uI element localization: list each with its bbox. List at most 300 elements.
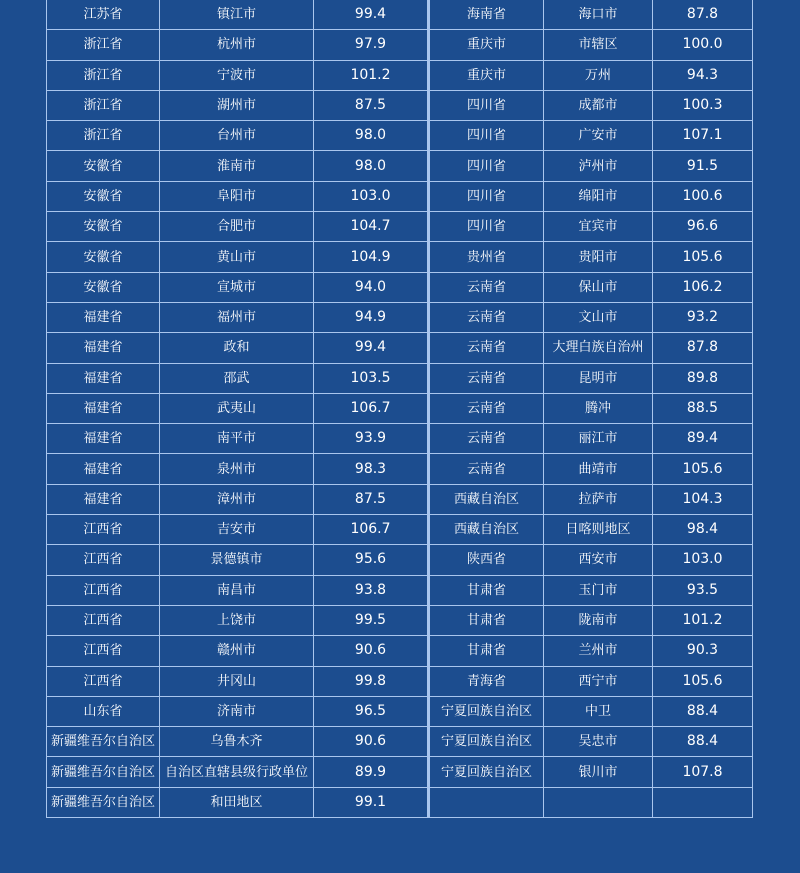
city-cell-text: 南昌市 <box>216 582 256 598</box>
value-cell-text: 103.5 <box>350 369 391 386</box>
value-cell <box>653 393 753 423</box>
table-row <box>47 696 753 726</box>
city-cell-text: 上饶市 <box>216 613 256 629</box>
city-cell <box>544 242 653 272</box>
table-row <box>47 636 753 666</box>
value-cell-text: 99.8 <box>354 672 387 689</box>
table-row <box>47 515 753 545</box>
city-cell-text: 成都市 <box>578 98 618 114</box>
city-cell-text: 兰州市 <box>578 643 618 659</box>
value-cell <box>653 424 753 454</box>
table-row <box>47 333 753 363</box>
city-cell-text: 武夷山 <box>216 401 256 416</box>
province-cell <box>47 0 160 30</box>
city-cell-text: 黄山市 <box>216 249 256 265</box>
table-row <box>47 393 753 423</box>
value-cell-text: 99.4 <box>354 6 387 23</box>
value-cell-text: 88.5 <box>686 400 719 416</box>
city-cell-text: 宣城市 <box>216 279 256 295</box>
value-cell-text: 99.1 <box>354 793 387 810</box>
value-cell-text: 107.1 <box>682 127 723 144</box>
city-cell-text: 济南市 <box>216 703 256 719</box>
province-cell <box>47 30 160 60</box>
province-cell-text: 新疆维吾尔自治区 <box>50 794 155 810</box>
value-cell <box>653 454 753 484</box>
value-cell-text: 93.8 <box>354 581 387 598</box>
province-cell <box>47 454 160 484</box>
province-cell-text: 福建省 <box>83 340 123 356</box>
city-cell <box>160 181 314 211</box>
value-cell <box>314 575 429 605</box>
province-cell-text: 西藏自治区 <box>453 491 519 507</box>
city-cell <box>160 605 314 635</box>
value-cell-text: 99.4 <box>354 339 387 356</box>
province-cell <box>429 151 544 181</box>
value-cell <box>314 484 429 514</box>
city-cell-text: 万州 <box>584 67 611 83</box>
value-cell <box>653 0 753 30</box>
value-cell <box>653 696 753 726</box>
province-cell <box>429 424 544 454</box>
table-row <box>47 121 753 151</box>
province-cell-text: 福建省 <box>83 310 123 326</box>
city-cell <box>160 0 314 30</box>
value-cell-text: 101.2 <box>682 612 723 629</box>
table-row <box>47 727 753 757</box>
province-cell-text: 浙江省 <box>83 128 123 144</box>
province-cell-text: 云南省 <box>466 461 506 477</box>
value-cell <box>653 363 753 393</box>
province-cell <box>429 333 544 363</box>
value-cell-text: 98.4 <box>686 521 719 538</box>
city-cell-text: 丽江市 <box>578 431 618 447</box>
province-cell-text: 四川省 <box>466 188 506 204</box>
value-cell-text: 98.0 <box>354 157 387 174</box>
value-cell-text: 98.0 <box>354 127 387 144</box>
value-cell <box>314 181 429 211</box>
city-cell <box>160 666 314 696</box>
province-cell-text: 甘肃省 <box>466 582 506 598</box>
province-cell <box>429 90 544 120</box>
value-cell <box>314 757 429 787</box>
city-cell <box>544 515 653 545</box>
province-cell-text: 福建省 <box>83 461 123 477</box>
city-cell-text: 自治区直辖县级行政单位 <box>164 764 308 780</box>
city-cell <box>544 545 653 575</box>
city-cell <box>160 30 314 60</box>
province-cell <box>47 666 160 696</box>
city-cell-text: 泸州市 <box>578 158 618 174</box>
table-row <box>47 212 753 242</box>
value-cell <box>653 515 753 545</box>
province-cell <box>47 696 160 726</box>
value-cell-text: 105.6 <box>682 672 723 689</box>
value-cell-text: 87.8 <box>686 339 719 356</box>
value-cell-text: 104.3 <box>682 490 723 507</box>
value-cell <box>314 30 429 60</box>
city-cell-text: 昆明市 <box>578 370 618 386</box>
city-cell-text: 和田地区 <box>210 794 263 810</box>
province-cell <box>429 302 544 332</box>
city-cell-text: 吴忠市 <box>578 734 618 750</box>
value-cell-text: 105.6 <box>682 460 723 477</box>
city-cell-text: 曲靖市 <box>578 461 618 477</box>
province-cell <box>47 181 160 211</box>
value-cell <box>314 696 429 726</box>
province-cell <box>429 666 544 696</box>
city-cell-text: 腾冲 <box>584 401 611 416</box>
province-cell <box>47 636 160 666</box>
province-cell-text: 宁夏回族自治区 <box>440 764 532 780</box>
province-cell <box>429 181 544 211</box>
province-cell-text: 江西省 <box>83 582 123 598</box>
city-cell <box>160 151 314 181</box>
city-cell <box>544 121 653 151</box>
province-cell-text: 安徽省 <box>83 219 123 235</box>
city-cell <box>544 424 653 454</box>
province-cell <box>429 30 544 60</box>
province-cell-text: 江西省 <box>83 613 123 629</box>
city-cell <box>160 242 314 272</box>
table-row <box>47 454 753 484</box>
region-value-table <box>46 0 753 818</box>
value-cell-text: 96.5 <box>354 702 387 719</box>
city-cell <box>160 302 314 332</box>
province-cell-text: 西藏自治区 <box>453 522 519 538</box>
city-cell-text: 玉门市 <box>578 582 618 598</box>
province-cell <box>429 757 544 787</box>
value-cell-text: 106.7 <box>350 400 391 416</box>
province-cell <box>47 605 160 635</box>
province-cell <box>429 787 544 817</box>
table-body <box>47 0 753 818</box>
value-cell-text: 87.8 <box>686 6 719 23</box>
value-cell <box>314 424 429 454</box>
value-cell-text: 104.7 <box>350 218 391 235</box>
province-cell <box>429 393 544 423</box>
city-cell <box>160 484 314 514</box>
province-cell <box>429 484 544 514</box>
city-cell <box>544 484 653 514</box>
city-cell-text: 海口市 <box>578 7 618 23</box>
province-cell <box>47 121 160 151</box>
value-cell <box>314 666 429 696</box>
city-cell-text: 保山市 <box>578 279 618 295</box>
value-cell <box>314 787 429 817</box>
city-cell <box>160 787 314 817</box>
table-row <box>47 272 753 302</box>
city-cell-text: 大理白族自治州 <box>552 340 644 356</box>
value-cell <box>653 787 753 817</box>
city-cell <box>160 515 314 545</box>
value-cell <box>653 605 753 635</box>
value-cell <box>653 727 753 757</box>
city-cell-text: 乌鲁木齐 <box>210 734 263 750</box>
value-cell <box>314 636 429 666</box>
city-cell-text: 杭州市 <box>216 37 256 53</box>
province-cell <box>429 363 544 393</box>
value-cell-text: 101.2 <box>350 66 391 83</box>
city-cell-text: 西宁市 <box>578 673 618 689</box>
city-cell <box>544 302 653 332</box>
province-cell <box>47 212 160 242</box>
city-cell <box>160 454 314 484</box>
province-cell-text: 福建省 <box>83 370 123 386</box>
province-cell-text: 云南省 <box>466 431 506 447</box>
value-cell <box>314 242 429 272</box>
province-cell <box>47 727 160 757</box>
city-cell-text: 银川市 <box>578 764 618 780</box>
city-cell-text: 市辖区 <box>578 37 618 53</box>
province-cell-text: 浙江省 <box>83 98 123 114</box>
province-cell <box>429 636 544 666</box>
city-cell <box>160 90 314 120</box>
city-cell-text: 漳州市 <box>216 491 256 507</box>
value-cell-text: 105.6 <box>682 248 723 265</box>
province-cell <box>47 515 160 545</box>
city-cell-text: 台州市 <box>216 128 256 144</box>
value-cell <box>653 545 753 575</box>
city-cell-text: 陇南市 <box>578 613 618 629</box>
value-cell <box>314 393 429 423</box>
city-cell <box>160 575 314 605</box>
table-row <box>47 545 753 575</box>
value-cell-text: 100.3 <box>682 97 723 114</box>
province-cell <box>47 242 160 272</box>
value-cell <box>314 515 429 545</box>
value-cell-text: 89.9 <box>354 763 387 780</box>
city-cell-text: 广安市 <box>578 128 618 144</box>
value-cell-text: 104.9 <box>350 248 391 265</box>
province-cell <box>429 242 544 272</box>
value-cell-text: 91.5 <box>686 157 719 174</box>
province-cell-text: 四川省 <box>466 158 506 174</box>
value-cell <box>653 666 753 696</box>
value-cell-text: 89.4 <box>686 430 719 447</box>
value-cell <box>653 484 753 514</box>
city-cell <box>544 181 653 211</box>
value-cell-text: 106.7 <box>350 521 391 538</box>
table-row <box>47 242 753 272</box>
value-cell-text: 88.4 <box>686 702 719 719</box>
value-cell <box>653 212 753 242</box>
city-cell-text: 淮南市 <box>216 158 256 174</box>
province-cell-text: 江西省 <box>83 643 123 659</box>
value-cell <box>314 272 429 302</box>
value-cell <box>314 727 429 757</box>
value-cell-text: 94.0 <box>354 278 387 295</box>
value-cell-text: 87.5 <box>354 490 387 507</box>
city-cell-text: 井冈山 <box>216 673 256 689</box>
city-cell-text: 中卫 <box>584 703 611 719</box>
city-cell-text: 宁波市 <box>216 67 256 83</box>
table-row <box>47 181 753 211</box>
city-cell-text: 宜宾市 <box>578 219 618 235</box>
province-cell <box>47 90 160 120</box>
province-cell <box>47 545 160 575</box>
table-row <box>47 302 753 332</box>
province-cell-text: 重庆市 <box>466 67 506 83</box>
city-cell-text: 福州市 <box>216 310 256 326</box>
table-row <box>47 60 753 90</box>
city-cell-text: 邵武 <box>223 370 250 386</box>
value-cell-text: 99.5 <box>354 612 387 629</box>
city-cell-text: 贵阳市 <box>578 249 618 265</box>
province-cell-text: 江苏省 <box>83 7 123 23</box>
city-cell-text: 泉州市 <box>216 461 256 477</box>
city-cell <box>544 605 653 635</box>
value-cell <box>653 90 753 120</box>
province-cell <box>47 787 160 817</box>
value-cell <box>314 302 429 332</box>
city-cell <box>160 393 314 423</box>
value-cell-text: 100.6 <box>682 187 723 204</box>
value-cell <box>314 0 429 30</box>
province-cell-text: 安徽省 <box>83 249 123 265</box>
city-cell-text: 政和 <box>223 340 250 356</box>
value-cell <box>314 90 429 120</box>
value-cell-text: 93.5 <box>686 581 719 598</box>
value-cell-text: 95.6 <box>354 551 387 568</box>
province-cell-text: 贵州省 <box>466 249 506 265</box>
city-cell <box>160 424 314 454</box>
city-cell <box>544 393 653 423</box>
province-cell-text: 浙江省 <box>83 37 123 53</box>
province-cell-text: 安徽省 <box>83 158 123 174</box>
province-cell-text: 四川省 <box>466 128 506 144</box>
city-cell <box>544 757 653 787</box>
value-cell-text: 90.3 <box>686 642 719 659</box>
table-row <box>47 151 753 181</box>
province-cell-text: 云南省 <box>466 279 506 295</box>
table-container <box>46 0 752 817</box>
value-cell <box>314 454 429 484</box>
province-cell <box>429 272 544 302</box>
province-cell <box>47 424 160 454</box>
city-cell-text: 阜阳市 <box>216 188 256 204</box>
province-cell-text: 福建省 <box>83 431 123 447</box>
value-cell <box>653 242 753 272</box>
city-cell-text: 拉萨市 <box>578 491 618 507</box>
province-cell-text: 浙江省 <box>83 67 123 83</box>
city-cell <box>160 363 314 393</box>
province-cell <box>429 212 544 242</box>
value-cell-text: 96.6 <box>686 218 719 235</box>
city-cell-text: 赣州市 <box>216 643 256 659</box>
province-cell-text: 海南省 <box>466 7 506 23</box>
city-cell <box>544 787 653 817</box>
value-cell <box>314 333 429 363</box>
city-cell-text: 绵阳市 <box>578 188 618 204</box>
province-cell <box>429 727 544 757</box>
value-cell-text: 90.6 <box>354 642 387 659</box>
table-row <box>47 666 753 696</box>
city-cell <box>544 696 653 726</box>
province-cell-text: 甘肃省 <box>466 643 506 659</box>
city-cell-text: 景德镇市 <box>210 552 263 568</box>
value-cell <box>314 605 429 635</box>
value-cell <box>653 757 753 787</box>
value-cell-text: 88.4 <box>686 733 719 750</box>
province-cell-text: 四川省 <box>466 219 506 235</box>
city-cell <box>544 60 653 90</box>
value-cell <box>314 151 429 181</box>
value-cell-text: 94.9 <box>354 309 387 326</box>
city-cell-text: 西安市 <box>578 552 618 568</box>
province-cell-text: 新疆维吾尔自治区 <box>50 764 155 780</box>
province-cell-text: 宁夏回族自治区 <box>440 703 532 719</box>
city-cell <box>544 151 653 181</box>
province-cell <box>429 696 544 726</box>
province-cell <box>47 393 160 423</box>
city-cell <box>160 545 314 575</box>
value-cell-text: 94.3 <box>686 66 719 83</box>
province-cell-text: 云南省 <box>466 340 506 356</box>
province-cell-text: 云南省 <box>466 370 506 386</box>
value-cell <box>653 60 753 90</box>
value-cell-text: 100.0 <box>682 36 723 53</box>
province-cell <box>47 575 160 605</box>
province-cell <box>47 151 160 181</box>
value-cell <box>653 151 753 181</box>
city-cell <box>544 363 653 393</box>
value-cell-text: 97.9 <box>354 36 387 53</box>
province-cell <box>47 757 160 787</box>
table-row <box>47 30 753 60</box>
city-cell <box>160 727 314 757</box>
province-cell <box>429 454 544 484</box>
city-cell <box>544 636 653 666</box>
value-cell <box>314 212 429 242</box>
province-cell <box>429 121 544 151</box>
city-cell <box>544 212 653 242</box>
value-cell-text: 93.2 <box>686 309 719 326</box>
city-cell <box>544 575 653 605</box>
city-cell <box>544 90 653 120</box>
province-cell <box>47 60 160 90</box>
province-cell-text: 安徽省 <box>83 279 123 295</box>
city-cell <box>544 666 653 696</box>
city-cell-text: 文山市 <box>578 310 618 326</box>
value-cell <box>653 636 753 666</box>
table-row <box>47 90 753 120</box>
province-cell-text: 四川省 <box>466 98 506 114</box>
province-cell-text: 江西省 <box>83 552 123 568</box>
city-cell <box>544 0 653 30</box>
table-row <box>47 787 753 817</box>
province-cell-text: 陕西省 <box>466 552 506 568</box>
city-cell <box>544 727 653 757</box>
table-row <box>47 484 753 514</box>
province-cell <box>429 60 544 90</box>
province-cell-text: 新疆维吾尔自治区 <box>50 734 155 750</box>
city-cell <box>160 121 314 151</box>
value-cell <box>314 363 429 393</box>
city-cell <box>544 272 653 302</box>
province-cell <box>429 605 544 635</box>
city-cell-text: 南平市 <box>216 431 256 447</box>
city-cell <box>160 272 314 302</box>
value-cell-text: 107.8 <box>682 763 723 780</box>
table-row <box>47 605 753 635</box>
city-cell <box>160 60 314 90</box>
province-cell-text: 山东省 <box>83 703 123 719</box>
city-cell <box>544 454 653 484</box>
city-cell <box>544 333 653 363</box>
city-cell <box>160 333 314 363</box>
value-cell <box>314 121 429 151</box>
table-row <box>47 363 753 393</box>
